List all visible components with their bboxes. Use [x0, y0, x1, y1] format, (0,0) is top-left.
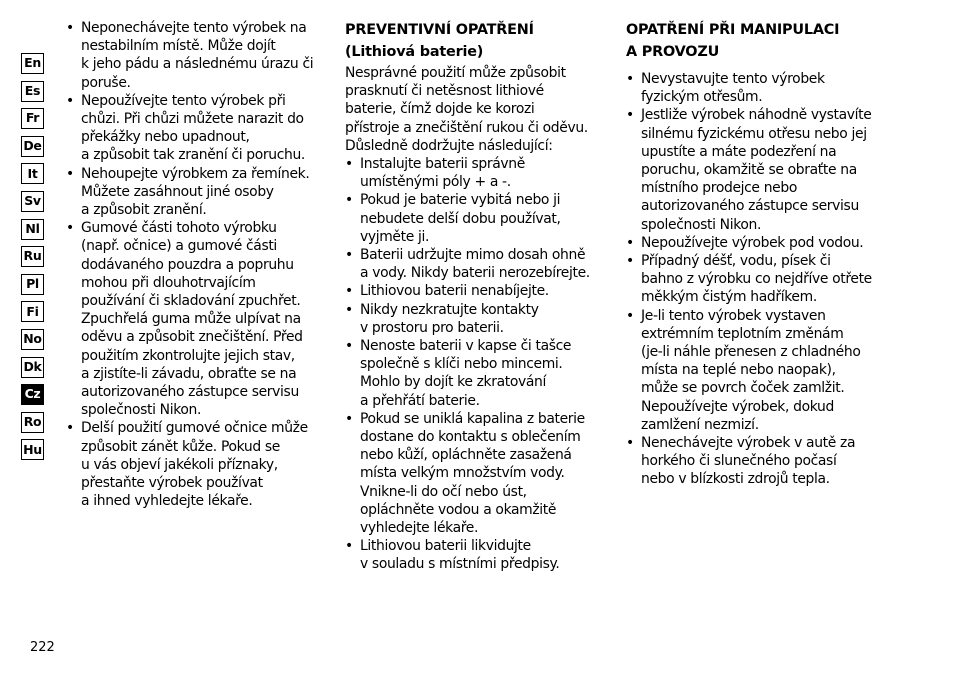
list-item-line: oděvu a způsobit znečištění. Před [81, 329, 303, 346]
list-item-line: používání či skladování zpuchřet. [81, 293, 301, 310]
bullet-icon: • [66, 20, 74, 36]
list-item-line: mohou při dlouhotrvajícím [81, 274, 256, 291]
heading-line: A PROVOZU [626, 44, 720, 60]
list-item-line: Pokud je baterie vybitá nebo ji [360, 192, 561, 209]
list-item-line: extrémním teplotním změnám [641, 325, 844, 342]
list-item-line: bahno z výrobku co nejdříve otřete [641, 271, 872, 288]
language-tab-de: De [21, 136, 44, 157]
language-tab-fr: Fr [21, 108, 44, 129]
list-item-line: společně s klíči nebo mincemi. [360, 356, 563, 373]
precautions-list-1 [66, 19, 332, 510]
list-item [626, 434, 896, 489]
bullet-icon: • [66, 220, 74, 237]
bullet-icon: • [626, 307, 634, 324]
list-item-line: a ihned vyhledejte lékaře. [81, 493, 253, 510]
heading-line: OPATŘENÍ PŘI MANIPULACI [626, 22, 840, 38]
list-item-line: a způsobit zranění. [81, 202, 207, 219]
list-item [66, 219, 332, 419]
list-item-line: místa na teplé nebo naopak), [641, 362, 836, 379]
intro-line: baterie, čímž dojde ke korozi [345, 101, 535, 118]
bullet-icon: • [345, 283, 353, 300]
list-item-line: upustíte a máte podezření na [641, 143, 837, 160]
bullet-icon: • [66, 165, 74, 182]
list-item-line: a přehřátí baterie. [360, 392, 480, 409]
list-item-line: poruše. [81, 74, 131, 91]
list-item-line: Případný déšť, vodu, písek či [641, 253, 831, 270]
list-item-line: silnému fyzickému otřesu nebo jej [641, 125, 867, 142]
list-item-line: společnosti Nikon. [81, 402, 202, 419]
language-tab-hu: Hu [21, 439, 44, 460]
list-item [345, 337, 610, 410]
language-tab-fi: Fi [21, 301, 44, 322]
list-item-line: Nehoupejte výrobkem za řemínek. [81, 165, 310, 182]
intro-line: přístroje a znečištění rukou či oděvu. [345, 119, 588, 136]
list-item-line: v souladu s místními předpisy. [360, 556, 560, 573]
list-item-line: Nevystavujte tento výrobek [641, 71, 825, 87]
list-item-line: nestabilním místě. Může dojít [81, 38, 276, 55]
list-item-line: Gumové části tohoto výrobku [81, 220, 277, 237]
list-item-line: a způsobit tak zranění či poruchu. [81, 147, 305, 164]
list-item-line: Lithiovou baterii nenabíjejte. [360, 283, 549, 300]
intro-line: Důsledně dodržujte následující: [345, 137, 553, 154]
list-item [345, 301, 610, 337]
list-item-line: Pokud se uniklá kapalina z baterie [360, 410, 585, 427]
list-item [626, 307, 896, 434]
bullet-icon: • [626, 71, 634, 87]
list-item-line: (např. očnice) a gumové části [81, 238, 277, 255]
list-item-line: měkkým čistým hadříkem. [641, 289, 817, 306]
bullet-icon: • [626, 253, 634, 270]
list-item [345, 155, 610, 191]
language-tab-it: It [21, 163, 44, 184]
bullet-icon: • [345, 247, 353, 264]
list-item-line: Nikdy nezkratujte kontakty [360, 301, 539, 318]
list-item-line: nebo kůží, opláchněte zasažená [360, 447, 572, 464]
language-tab-ru: Ru [21, 246, 44, 267]
list-item-line: umístěnými póly + a -. [360, 174, 511, 191]
intro-line: prasknutí či netěsnost lithiové [345, 83, 544, 100]
list-item-line: u vás objeví jakékoli příznaky, [81, 456, 278, 473]
list-item [66, 165, 332, 220]
handling-precautions-heading [626, 19, 896, 63]
intro-line: Nesprávné použití může způsobit [345, 65, 566, 81]
list-item-line: vyhledejte lékaře. [360, 520, 479, 537]
list-item-line: Jestliže výrobek náhodně vystavíte [641, 107, 872, 124]
language-tab-sv: Sv [21, 191, 44, 212]
list-item [626, 106, 896, 233]
bullet-icon: • [345, 301, 353, 318]
list-item [345, 410, 610, 537]
list-item [345, 191, 610, 246]
list-item-line: Nepoužívejte tento výrobek při [81, 92, 286, 109]
list-item-line: k jeho pádu a následnému úrazu či [81, 56, 314, 73]
bullet-icon: • [626, 435, 634, 452]
list-item-line: dodávaného pouzdra a popruhu [81, 256, 294, 273]
language-tab-nl: Nl [21, 219, 44, 240]
bullet-icon: • [345, 156, 353, 173]
battery-intro-text [345, 64, 610, 155]
column-3 [626, 19, 896, 489]
list-item-line: Mohlo by dojít ke zkratování [360, 374, 547, 391]
list-item-line: horkého či slunečného počasí [641, 453, 837, 470]
bullet-icon: • [345, 410, 353, 427]
list-item-line: Baterii udržujte mimo dosah ohně [360, 247, 586, 264]
language-tabs [21, 53, 44, 467]
bullet-icon: • [345, 338, 353, 355]
list-item [66, 19, 332, 92]
list-item [66, 92, 332, 165]
list-item-line: Nenechávejte výrobek v autě za [641, 435, 856, 452]
list-item-line: překážky nebo upadnout, [81, 129, 250, 146]
list-item-line: Je-li tento výrobek vystaven [641, 307, 826, 324]
list-item-line: použitím zkontrolujte jejich stav, [81, 347, 295, 364]
list-item-line: dostane do kontaktu s oblečením [360, 429, 581, 446]
bullet-icon: • [626, 107, 634, 124]
list-item-line: může se povrch čoček zamlžit. [641, 380, 845, 397]
bullet-icon: • [66, 92, 74, 109]
battery-precautions-heading [345, 19, 610, 63]
list-item [626, 70, 896, 106]
list-item-line: (je-li náhle přenesen z chladného [641, 344, 861, 361]
list-item-line: v prostoru pro baterii. [360, 319, 504, 336]
list-item-line: Nepoužívejte výrobek pod vodou. [641, 234, 864, 251]
language-tab-no: No [21, 329, 44, 350]
list-item-line: poruchu, okamžitě se obraťte na [641, 162, 857, 179]
bullet-icon: • [345, 192, 353, 209]
list-item-line: a zjistíte-li závadu, obraťte se na [81, 365, 297, 382]
list-item-line: Delší použití gumové očnice může [81, 420, 308, 437]
list-item-line: Nenoste baterii v kapse či tašce [360, 338, 572, 355]
bullet-icon: • [626, 234, 634, 251]
bullet-icon: • [66, 420, 74, 437]
battery-precautions-list [345, 155, 610, 574]
list-item-line: Zpuchřelá guma může ulpívat na [81, 311, 301, 328]
list-item-line: Můžete zasáhnout jiné osoby [81, 183, 274, 200]
list-item-line: zamlžení nezmizí. [641, 416, 759, 433]
list-item-line: autorizovaného zástupce servisu [81, 384, 299, 401]
list-item-line: místa velkým množstvím vody. [360, 465, 565, 482]
list-item [626, 234, 896, 252]
page-number: 222 [30, 640, 55, 655]
list-item [345, 246, 610, 282]
list-item-line: opláchněte vodou a okamžitě [360, 501, 557, 518]
list-item-line: Lithiovou baterii likvidujte [360, 538, 531, 555]
heading-line: PREVENTIVNÍ OPATŘENÍ [345, 22, 534, 38]
list-item-line: Vnikne-li do očí nebo úst, [360, 483, 527, 500]
list-item-line: přestaňte výrobek používat [81, 475, 263, 492]
list-item-line: vyjměte ji. [360, 228, 430, 245]
language-tab-dk: Dk [21, 357, 44, 378]
list-item-line: způsobit zánět kůže. Pokud se [81, 438, 280, 455]
list-item [345, 282, 610, 300]
list-item-line: fyzickým otřesům. [641, 89, 763, 106]
list-item [626, 252, 896, 307]
heading-line: (Lithiová baterie) [345, 44, 484, 60]
column-1 [66, 19, 332, 510]
list-item-line: Nepoužívejte výrobek, dokud [641, 398, 834, 415]
language-tab-pl: Pl [21, 274, 44, 295]
list-item-line: místního prodejce nebo [641, 180, 797, 197]
list-item-line: Neponechávejte tento výrobek na [81, 20, 307, 36]
handling-precautions-list [626, 70, 896, 489]
list-item-line: společnosti Nikon. [641, 216, 762, 233]
bullet-icon: • [345, 538, 353, 555]
list-item [66, 419, 332, 510]
list-item [345, 537, 610, 573]
language-tab-es: Es [21, 81, 44, 102]
list-item-line: nebudete delší dobu používat, [360, 210, 561, 227]
list-item-line: Instalujte baterii správně [360, 156, 525, 173]
language-tab-cz: Cz [21, 384, 44, 405]
language-tab-en: En [21, 53, 44, 74]
column-2 [345, 19, 610, 574]
language-tab-ro: Ro [21, 412, 44, 433]
list-item-line: chůzi. Při chůzi můžete narazit do [81, 111, 304, 128]
list-item-line: autorizovaného zástupce servisu [641, 198, 859, 215]
list-item-line: nebo v blízkosti zdrojů tepla. [641, 471, 830, 488]
list-item-line: a vody. Nikdy baterii nerozebírejte. [360, 265, 590, 282]
